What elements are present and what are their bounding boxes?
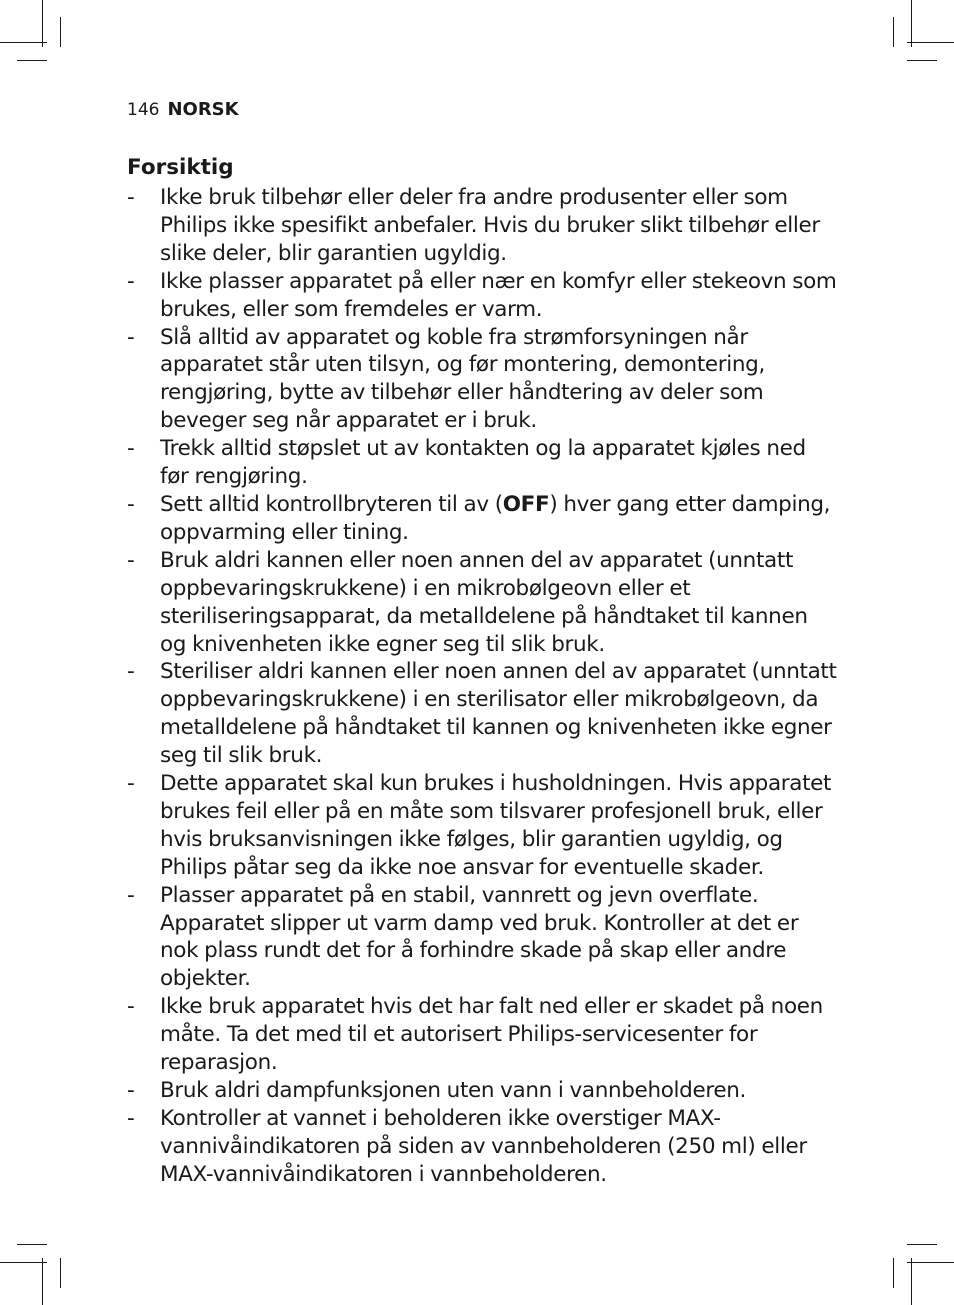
crop-mark: [911, 0, 912, 47]
list-item-text: Slå alltid av apparatet og koble fra strømforsyningen når apparatet står uten tilsyn, og før montering, demontering, rengjøring, bytte av tilbehør eller håndtering av deler som beveger seg når apparatet er i bruk.: [160, 324, 765, 434]
section-title: Forsiktig: [127, 155, 234, 180]
caution-list: [127, 184, 837, 1189]
page-number: 146: [127, 100, 160, 120]
list-item-text: Ikke plasser apparatet på eller nær en komfyr eller stekeovn som brukes, eller som fremdeles er varm.: [160, 268, 837, 322]
bullet-dash: -: [127, 436, 135, 462]
bullet-dash: -: [127, 659, 135, 685]
list-item-text: Bruk aldri kannen eller noen annen del av apparatet (unntatt oppbevaringskrukkene) i en mikrobølgeovn eller et steriliseringsapparat, da metalldelene på håndtaket til kannen og knivenheten ikke egner seg til slik bruk.: [160, 547, 808, 657]
crop-mark: [42, 1258, 43, 1305]
bullet-dash: -: [127, 994, 135, 1020]
list-item: [127, 658, 837, 770]
list-item: [127, 324, 837, 436]
list-item: [127, 268, 837, 324]
bullet-dash: -: [127, 771, 135, 797]
bullet-dash: -: [127, 1078, 135, 1103]
list-item-text: Dette apparatet skal kun brukes i husholdningen. Hvis apparatet brukes feil eller på en måte som tilsvarer profesjonell bruk, eller hvis bruksanvisningen ikke følges, blir garantien ugyldig, og Philips påtar seg da ikke noe ansvar for eventuelle skader.: [160, 771, 832, 880]
crop-mark: [907, 60, 937, 61]
crop-mark: [0, 1262, 47, 1263]
page-header: [127, 98, 239, 122]
off-label: OFF: [502, 491, 550, 517]
crop-mark: [893, 1258, 894, 1288]
list-item: [127, 547, 837, 659]
language-label: NORSK: [167, 99, 239, 120]
list-item: [127, 993, 837, 1077]
list-item: [127, 1105, 837, 1189]
list-item: [127, 770, 837, 882]
bullet-dash: -: [127, 1105, 135, 1131]
bullet-dash: -: [127, 547, 135, 573]
bullet-dash: -: [127, 324, 135, 350]
list-item: [127, 184, 837, 268]
list-item: [127, 435, 837, 491]
list-item-text: ) hver gang etter damping, oppvarming eller tining.: [160, 491, 831, 545]
list-item-text: Ikke bruk tilbehør eller deler fra andre produsenter eller som Philips ikke spesifikt anbefaler. Hvis du bruker slikt tilbehør eller slike deler, blir garantien ugyldig.: [160, 185, 820, 266]
bullet-dash: -: [127, 268, 135, 294]
bullet-dash: -: [127, 882, 135, 908]
crop-mark: [893, 17, 894, 47]
crop-mark: [17, 60, 47, 61]
bullet-dash: -: [127, 491, 135, 517]
list-item-text: Kontroller at vannet i beholderen ikke overstiger MAX-vannivåindikatoren på siden av vannbeholderen (250 ml) eller MAX-vannivåindikatoren i vannbeholderen.: [160, 1105, 807, 1187]
list-item-text: Plasser apparatet på en stabil, vannrett og jevn overflate. Apparatet slipper ut varm damp ved bruk. Kontroller at det er nok plass rundt det for å forhindre skade på skap eller andre objekter.: [160, 882, 799, 992]
list-item-text: Bruk aldri dampfunksjonen uten vann i vannbeholderen.: [160, 1078, 746, 1103]
list-item: [127, 1077, 837, 1105]
list-item: [127, 882, 837, 994]
crop-mark: [60, 1258, 61, 1288]
list-item: [127, 491, 837, 547]
crop-mark: [0, 42, 47, 43]
crop-mark: [42, 0, 43, 47]
crop-mark: [60, 17, 61, 47]
list-item-text: Sett alltid kontrollbryteren til av (: [160, 491, 503, 517]
crop-mark: [911, 1258, 912, 1305]
crop-mark: [907, 1262, 954, 1263]
crop-mark: [907, 42, 954, 43]
crop-mark: [907, 1244, 937, 1245]
list-item-text: Ikke bruk apparatet hvis det har falt ned eller er skadet på noen måte. Ta det med til et autorisert Philips-servicesenter for reparasjon.: [160, 994, 823, 1076]
caution-section: [127, 154, 837, 1189]
crop-mark: [17, 1244, 47, 1245]
bullet-dash: -: [127, 185, 135, 210]
list-item-text: Trekk alltid støpslet ut av kontakten og la apparatet kjøles ned før rengjøring.: [160, 436, 806, 490]
list-item-text: Steriliser aldri kannen eller noen annen del av apparatet (unntatt oppbevaringskrukkene) i en sterilisator eller mikrobølgeovn, da metalldelene på håndtaket til kannen og knivenheten ikke egner seg til slik bruk.: [160, 659, 837, 769]
